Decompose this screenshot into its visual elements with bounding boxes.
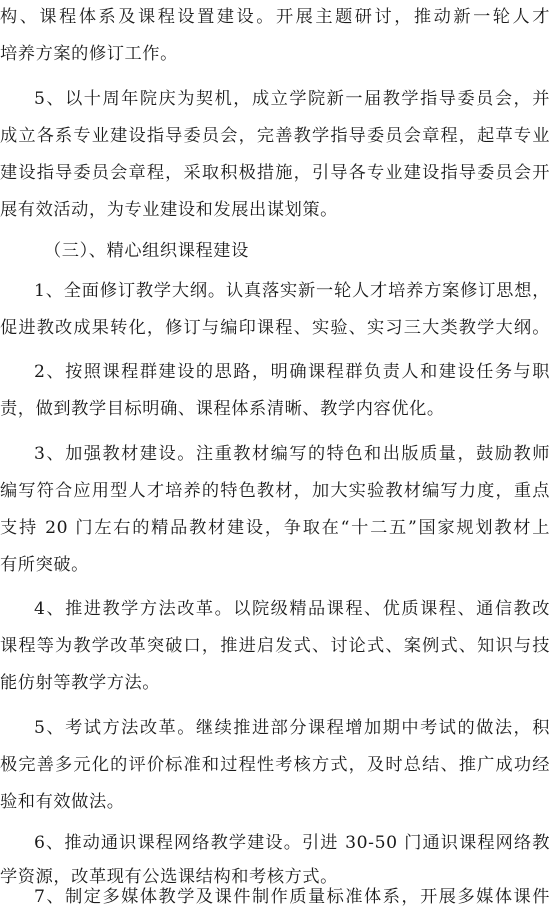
text-line: 1、全面修订教学大纲。认真落实新一轮人才培养方案修订思想， bbox=[34, 281, 550, 301]
text-line: 5、考试方法改革。继续推进部分课程增加期中考试的做法，积 bbox=[34, 718, 550, 738]
text-line: 验和有效做法。 bbox=[0, 792, 125, 812]
text-line: 7、制定多媒体教学及课件制作质量标准体系，开展多媒体课件 bbox=[34, 887, 550, 907]
text-line: 6、推动通识课程网络教学建设。引进 30-50 门通识课程网络教 bbox=[34, 833, 550, 853]
text-line: 有所突破。 bbox=[0, 555, 89, 575]
text-line: 支持 20 门左右的精品教材建设，争取在“十二五”国家规划教材上 bbox=[0, 518, 550, 538]
text-line: 课程等为教学改革突破口，推进启发式、讨论式、案例式、知识与技 bbox=[0, 636, 550, 656]
text-line: 2、按照课程群建设的思路，明确课程群负责人和建设任务与职 bbox=[34, 362, 550, 382]
text-line: 5、以十周年院庆为契机，成立学院新一届教学指导委员会，并 bbox=[34, 89, 550, 109]
text-line: 编写符合应用型人才培养的特色教材，加大实验教材编写力度，重点 bbox=[0, 481, 550, 501]
text-line: 责，做到教学目标明确、课程体系清晰、教学内容优化。 bbox=[0, 399, 445, 419]
text-line: 能仿射等教学方法。 bbox=[0, 673, 161, 693]
text-line: 学资源，改革现有公选课结构和考核方式。 bbox=[0, 867, 338, 887]
text-line: 3、加强教材建设。注重教材编写的特色和出版质量，鼓励教师 bbox=[34, 444, 550, 464]
text-line: 构、课程体系及课程设置建设。开展主题研讨，推动新一轮人才 bbox=[0, 7, 550, 27]
text-line: 展有效活动，为专业建设和发展出谋划策。 bbox=[0, 200, 338, 220]
text-line: 建设指导委员会章程，采取积极措施，引导各专业建设指导委员会开 bbox=[0, 163, 550, 183]
section-heading: （三）、精心组织课程建设 bbox=[44, 241, 249, 261]
text-line: 培养方案的修订工作。 bbox=[0, 44, 178, 64]
text-line: 成立各系专业建设指导委员会，完善教学指导委员会章程，起草专业 bbox=[0, 126, 550, 146]
text-line: 极完善多元化的评价标准和过程性考核方式，及时总结、推广成功经 bbox=[0, 755, 550, 775]
text-line: 4、推进教学方法改革。以院级精品课程、优质课程、通信教改 bbox=[34, 599, 550, 619]
text-line: 促进教改成果转化，修订与编印课程、实验、实习三大类教学大纲。 bbox=[0, 318, 550, 338]
